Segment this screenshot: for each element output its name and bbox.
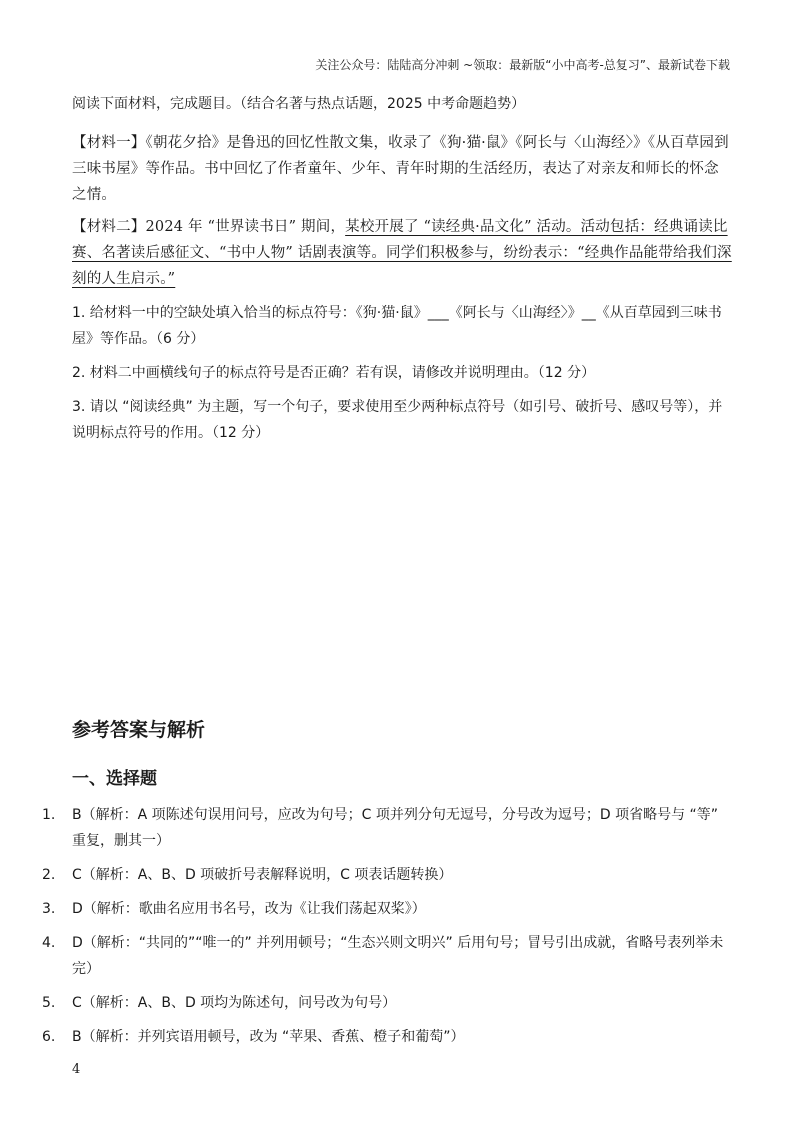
material-one-tag: 【材料一】 xyxy=(72,135,146,151)
answer-number: 3. xyxy=(42,901,56,917)
page-number: 4 xyxy=(72,1062,81,1077)
answers-title: 参考答案与解析 xyxy=(72,719,206,741)
answer-item xyxy=(42,990,732,1016)
answer-text: D（解析：“共同的”“唯一的” 并列用顿号；“生态兴则文明兴” 后用句号；冒号引出成就，省略号表列举未完） xyxy=(72,935,724,977)
material-one xyxy=(72,130,732,208)
answer-number: 4. xyxy=(42,935,56,951)
reading-instruction: 阅读下面材料，完成题目。（结合名著与热点话题，2025 中考命题趋势） xyxy=(72,96,526,112)
answer-number: 6. xyxy=(42,1029,56,1045)
material-two xyxy=(72,214,732,292)
material-two-tag: 【材料二】 xyxy=(72,219,146,235)
material-two-lead: 2024 年 “世界读书日” 期间， xyxy=(145,219,346,235)
answer-text: D（解析：歌曲名应用书名号，改为《让我们荡起双桨》） xyxy=(72,901,426,917)
answer-list xyxy=(42,802,732,1050)
question-3: 3. 请以 “阅读经典” 为主题，写一个句子，要求使用至少两种标点符号（如引号、破折号、感叹号等），并说明标点符号的作用。（12 分） xyxy=(72,399,723,441)
question-1: 1. 给材料一中的空缺处填入恰当的标点符号：《狗·猫·鼠》___《阿长与〈山海经〉》__《从百草园到三味书屋》等作品。（6 分） xyxy=(72,305,722,347)
section-title-choice: 一、选择题 xyxy=(72,769,157,789)
answer-item xyxy=(42,930,732,982)
answer-number: 5. xyxy=(42,995,56,1011)
answer-number: 1. xyxy=(42,807,56,823)
material-one-text: 《朝花夕拾》是鲁迅的回忆性散文集，收录了《狗·猫·鼠》《阿长与〈山海经〉》《从百草园到三味书屋》等作品。书中回忆了作者童年、少年、青年时期的生活经历，表达了对亲友和师长的怀念之情。 xyxy=(72,135,729,203)
answer-item xyxy=(42,1024,732,1050)
answer-item xyxy=(42,896,732,922)
answer-text: C（解析：A、B、D 项均为陈述句，问号改为句号） xyxy=(72,995,397,1011)
answer-text: C（解析：A、B、D 项破折号表解释说明，C 项表话题转换） xyxy=(72,867,453,883)
answer-item xyxy=(42,862,732,888)
question-2: 2. 材料二中画横线句子的标点符号是否正确？若有误，请修改并说明理由。（12 分） xyxy=(72,365,596,381)
answer-number: 2. xyxy=(42,867,56,883)
answer-section xyxy=(42,716,732,1058)
answer-text: B（解析：并列宾语用顿号，改为 “苹果、香蕉、橙子和葡萄”） xyxy=(72,1029,465,1045)
answer-item xyxy=(42,802,732,854)
header-promo-note: 关注公众号：陆陆高分冲刺 ~领取：最新版“小中高考-总复习”、最新试卷下载 xyxy=(315,58,730,72)
material-two-underlined-sentence: 某校开展了 “读经典·品文化” 活动。活动包括：经典诵读比赛、名著读后感征文、“书中人物” 话剧表演等。同学们积极参与，纷纷表示：“经典作品能带给我们深刻的人生启示。” xyxy=(72,219,732,287)
answer-text: B（解析：A 项陈述句误用问号，应改为句号；C 项并列分句无逗号，分号改为逗号；D 项省略号与 “等” 重复，删其一） xyxy=(72,807,719,849)
exercise-section xyxy=(72,92,732,446)
